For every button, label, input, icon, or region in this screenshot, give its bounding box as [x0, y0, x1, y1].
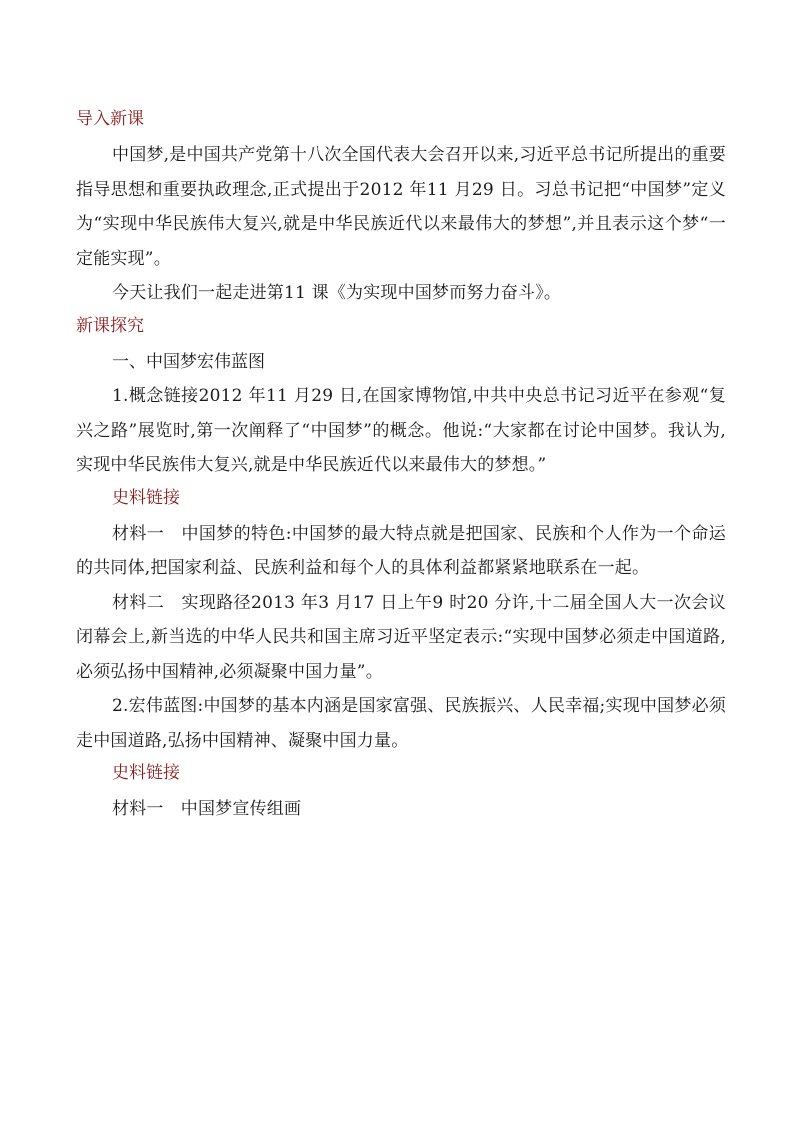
material-3-paragraph: 材料一 中国梦宣传组画 [112, 799, 302, 819]
concept-paragraph: 1.概念链接2012 年11 月29 日,在国家博物馆,中共中央总书记习近平在参观“复兴之路”展览时,第一次阐释了“中国梦”的概念。他说:“大家都在讨论中国梦。我认为,实现中华民族伟大复兴,就是中华民族近代以来最伟大的梦想。” [76, 386, 726, 475]
source-link-heading-1: 史料链接 [112, 487, 180, 508]
intro-paragraph-1: 中国梦,是中国共产党第十八次全国代表大会召开以来,习近平总书记所提出的重要指导思想和重要执政理念,正式提出于2012 年11 月29 日。习总书记把“中国梦”定义为“实现中华民族伟大复兴,就是中华民族近代以来最伟大的梦想”,并且表示这个梦“一定能实现”。 [76, 145, 726, 269]
material-2-paragraph: 材料二 实现路径2013 年3 月17 日上午9 时20 分许,十二届全国人大一次会议闭幕会上,新当选的中华人民共和国主席习近平坚定表示:“实现中国梦必须走中国道路,必须弘扬中国精神,必须凝聚中国力量”。 [76, 592, 726, 682]
document-page [76, 104, 726, 827]
source-link-heading-2: 史料链接 [112, 763, 180, 783]
intro-heading: 导入新课 [76, 109, 144, 129]
intro-paragraph-2: 今天让我们一起走进第11 课《为实现中国梦而努力奋斗》。 [112, 283, 562, 303]
section-title: 一、中国梦宏伟蓝图 [112, 351, 265, 372]
material-1-paragraph: 材料一 中国梦的特色:中国梦的最大特点就是把国家、民族和个人作为一个命运的共同体,把国家利益、民族利益和每个人的具体利益都紧紧地联系在一起。 [76, 523, 726, 578]
explore-heading: 新课探究 [76, 315, 144, 336]
blueprint-paragraph: 2.宏伟蓝图:中国梦的基本内涵是国家富强、民族振兴、人民幸福;实现中国梦必须走中国道路,弘扬中国精神、凝聚中国力量。 [76, 696, 726, 751]
